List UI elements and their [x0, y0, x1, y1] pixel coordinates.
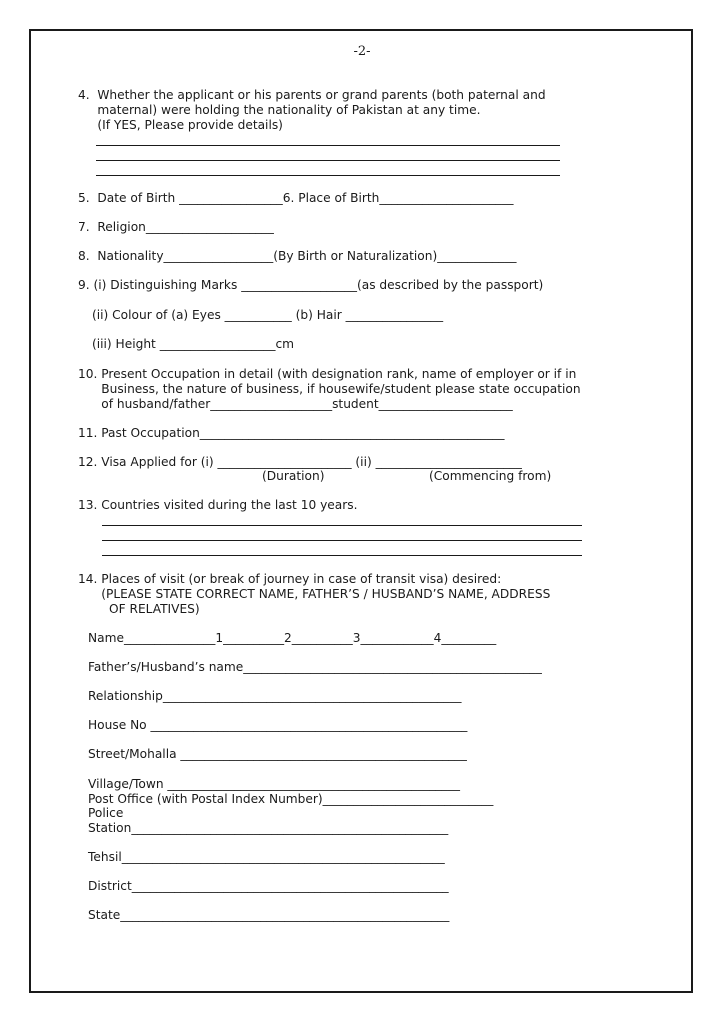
q4-answer-line-2[interactable]	[96, 160, 560, 161]
q4-line-3: (If YES, Please provide details)	[78, 118, 283, 132]
q4-answer-line-3[interactable]	[96, 175, 560, 176]
q14-line-3: OF RELATIVES)	[78, 602, 200, 616]
q4-line-1: 4. Whether the applicant or his parents or grand parents (both paternal and	[78, 88, 546, 102]
q5-q6-dob-place-of-birth[interactable]: 5. Date of Birth _________________6. Place of Birth______________________	[78, 191, 514, 205]
field-post-office[interactable]: Post Office (with Postal Index Number)____________________________	[88, 792, 494, 806]
field-house-no[interactable]: House No ____________________________________________________	[88, 718, 468, 732]
q4-line-2: maternal) were holding the nationality of Pakistan at any time.	[78, 103, 481, 117]
q9-colour-eyes-hair[interactable]: (ii) Colour of (a) Eyes ___________ (b) Hair ________________	[92, 308, 444, 322]
q10-line-1: 10. Present Occupation in detail (with designation rank, name of employer or if in	[78, 367, 577, 381]
field-name[interactable]: Name_______________1__________2__________3____________4_________	[88, 631, 497, 645]
field-village-town[interactable]: Village/Town ________________________________________________	[88, 777, 460, 791]
q8-nationality[interactable]: 8. Nationality__________________(By Birth or Naturalization)_____________	[78, 249, 517, 263]
field-police-label: Police	[88, 806, 124, 820]
q13-answer-line-1[interactable]	[102, 525, 582, 526]
q9-distinguishing-marks[interactable]: 9. (i) Distinguishing Marks ___________________(as described by the passport)	[78, 278, 544, 292]
q4-answer-line-1[interactable]	[96, 145, 560, 146]
q10-line-2: Business, the nature of business, if housewife/student please state occupation	[78, 382, 581, 396]
field-district[interactable]: District____________________________________________________	[88, 879, 449, 893]
field-state[interactable]: State______________________________________________________	[88, 908, 450, 922]
q12-visa-applied-for[interactable]: 12. Visa Applied for (i) ______________________ (ii) ________________________	[78, 455, 522, 469]
q9-height[interactable]: (iii) Height ___________________cm	[92, 337, 295, 351]
q7-religion[interactable]: 7. Religion_____________________	[78, 220, 274, 234]
page-number: -2-	[353, 44, 371, 59]
q12-duration-label: (Duration)	[262, 469, 325, 483]
field-relationship[interactable]: Relationship_________________________________________________	[88, 689, 462, 703]
q14-line-2: (PLEASE STATE CORRECT NAME, FATHER’S / HUSBAND’S NAME, ADDRESS	[78, 587, 551, 601]
q10-line-3-occupation[interactable]: of husband/father____________________student______________________	[78, 397, 513, 411]
q13-answer-line-3[interactable]	[102, 555, 582, 556]
q11-past-occupation[interactable]: 11. Past Occupation__________________________________________________	[78, 426, 505, 440]
field-police-station[interactable]: Station____________________________________________________	[88, 821, 449, 835]
q14-line-1: 14. Places of visit (or break of journey in case of transit visa) desired:	[78, 572, 502, 586]
q13-answer-line-2[interactable]	[102, 540, 582, 541]
field-street-mohalla[interactable]: Street/Mohalla _______________________________________________	[88, 747, 467, 761]
q13-countries-visited: 13. Countries visited during the last 10 years.	[78, 498, 358, 512]
q12-commencing-label: (Commencing from)	[429, 469, 552, 483]
field-tehsil[interactable]: Tehsil_____________________________________________________	[88, 850, 445, 864]
field-father-husband-name[interactable]: Father’s/Husband’s name_________________________________________________	[88, 660, 542, 674]
